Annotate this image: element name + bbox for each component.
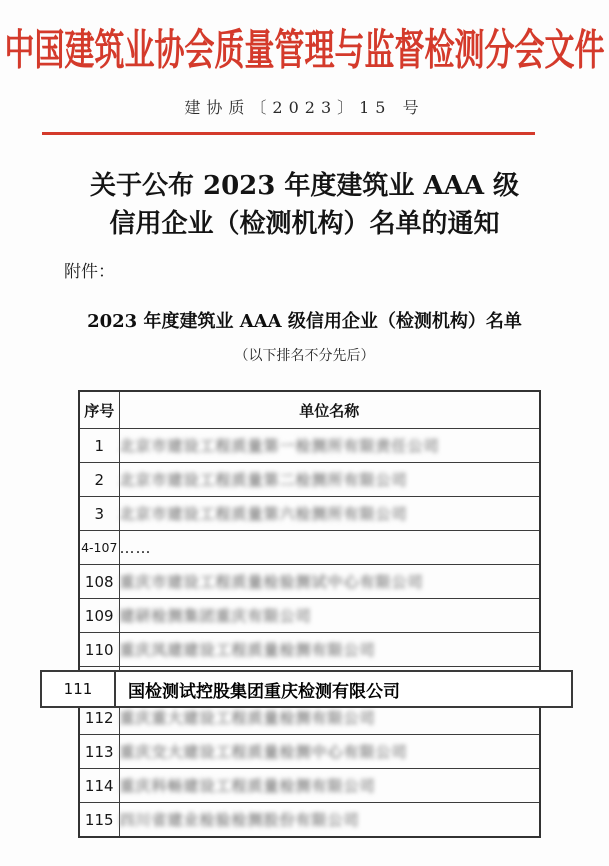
red-divider-line [42, 132, 535, 135]
row-number: 109 [79, 599, 119, 633]
notice-title [0, 167, 609, 243]
table-row [79, 735, 540, 769]
row-number: 110 [79, 633, 119, 667]
row-number: 3 [79, 497, 119, 531]
attachment-title: 2023 年度建筑业 AAA 级信用企业（检测机构）名单 [87, 311, 522, 332]
row-number: 112 [79, 701, 119, 735]
highlighted-row-111 [40, 670, 573, 708]
table-row [79, 565, 540, 599]
table-row [79, 803, 540, 838]
company-name: 重庆凤建建设工程质量检测有限公司 [119, 633, 540, 667]
row-number: 108 [79, 565, 119, 599]
table-header-row [79, 391, 540, 429]
company-name: 重庆科畅建设工程质量检测有限公司 [119, 769, 540, 803]
row-number: 115 [79, 803, 119, 838]
table-row [79, 769, 540, 803]
row-number: 1 [79, 429, 119, 463]
notice-title-line1: 关于公布 2023 年度建筑业 AAA 级 [89, 171, 520, 201]
company-name: 四川省建业检验检测股份有限公司 [119, 803, 540, 838]
document-number: 建协质〔2023〕15 号 [184, 98, 425, 117]
notice-title-line2: 信用企业（检测机构）名单的通知 [109, 209, 500, 239]
column-header-number: 序号 [79, 391, 119, 429]
table-row [79, 497, 540, 531]
org-title: 中国建筑业协会质量管理与监督检测分会文件 [4, 26, 605, 77]
row-number: 113 [79, 735, 119, 769]
company-name: 北京市建设工程质量第一检测所有限责任公司 [119, 429, 540, 463]
attachment-label: 附件： [64, 262, 115, 282]
company-name: 建研检测集团重庆有限公司 [119, 599, 540, 633]
table-row [79, 599, 540, 633]
company-table-body [79, 429, 540, 838]
company-name: 北京市建设工程质量第六检测所有限公司 [119, 497, 540, 531]
row-number: 2 [79, 463, 119, 497]
company-name: 重庆交大建设工程质量检测中心有限公司 [119, 735, 540, 769]
company-name: 重庆市建设工程质量检验测试中心有限公司 [119, 565, 540, 599]
table-row [79, 531, 540, 565]
company-name: …… [119, 531, 540, 565]
table-row [79, 463, 540, 497]
table-row [79, 633, 540, 667]
company-name: 重庆重大建设工程质量检测有限公司 [119, 701, 540, 735]
company-table [78, 390, 541, 838]
company-name: 北京市建设工程质量第二检测所有限公司 [119, 463, 540, 497]
row-number: 114 [79, 769, 119, 803]
highlighted-row-number: 111 [42, 672, 116, 706]
column-header-name: 单位名称 [119, 391, 540, 429]
table-row [79, 429, 540, 463]
highlighted-company-name: 国检测试控股集团重庆检测有限公司 [128, 681, 400, 702]
row-number: 4-107 [79, 531, 119, 565]
attachment-subtitle: （以下排名不分先后） [234, 348, 375, 364]
